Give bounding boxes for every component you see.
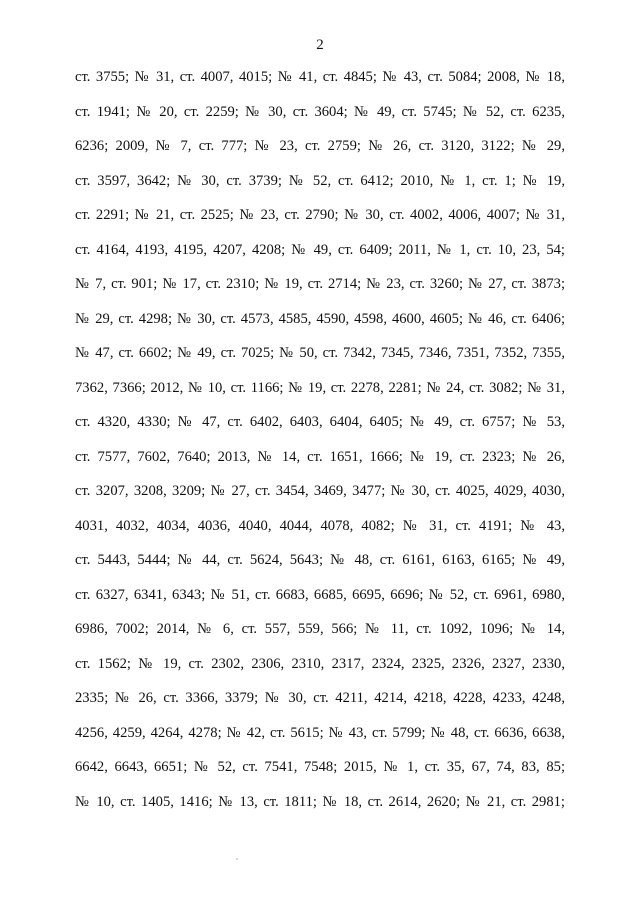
text-line: ст. 4164, 4193, 4195, 4207, 4208; № 49, ст. 6409; 2011, № 1, ст. 10, 23, 54;	[75, 241, 565, 258]
text-line: ст. 2291; № 21, ст. 2525; № 23, ст. 2790; № 30, ст. 4002, 4006, 4007; № 31,	[75, 207, 565, 223]
text-line: ст. 1562; № 19, ст. 2302, 2306, 2310, 2317, 2324, 2325, 2326, 2327, 2330,	[75, 655, 565, 672]
text-line: ст. 3207, 3208, 3209; № 27, ст. 3454, 3469, 3477; № 30, ст. 4025, 4029, 4030,	[75, 483, 565, 499]
text-line: ст. 3755; № 31, ст. 4007, 4015; № 41, ст. 4845; № 43, ст. 5084; 2008, № 18,	[75, 69, 565, 85]
text-line: 4031, 4032, 4034, 4036, 4040, 4044, 4078, 4082; № 31, ст. 4191; № 43,	[75, 517, 565, 534]
text-line: № 29, ст. 4298; № 30, ст. 4573, 4585, 4590, 4598, 4600, 4605; № 46, ст. 6406;	[75, 310, 565, 327]
text-line: ст. 6327, 6341, 6343; № 51, ст. 6683, 6685, 6695, 6696; № 52, ст. 6961, 6980,	[75, 586, 565, 603]
text-line: 6642, 6643, 6651; № 52, ст. 7541, 7548; 2015, № 1, ст. 35, 67, 74, 83, 85;	[75, 759, 565, 775]
text-line: № 47, ст. 6602; № 49, ст. 7025; № 50, ст. 7342, 7345, 7346, 7351, 7352, 7355,	[75, 345, 565, 361]
text-line: ст. 5443, 5444; № 44, ст. 5624, 5643; № 48, ст. 6161, 6163, 6165; № 49,	[75, 552, 565, 568]
text-line: ст. 7577, 7602, 7640; 2013, № 14, ст. 1651, 1666; № 19, ст. 2323; № 26,	[75, 448, 565, 465]
text-line: 4256, 4259, 4264, 4278; № 42, ст. 5615; № 43, ст. 5799; № 48, ст. 6636, 6638,	[75, 724, 565, 741]
body-text	[75, 67, 565, 826]
text-line: 7362, 7366; 2012, № 10, ст. 1166; № 19, ст. 2278, 2281; № 24, ст. 3082; № 31,	[75, 379, 565, 396]
text-line: ст. 1941; № 20, ст. 2259; № 30, ст. 3604; № 49, ст. 5745; № 52, ст. 6235,	[75, 103, 565, 120]
text-line: 6986, 7002; 2014, № 6, ст. 557, 559, 566; № 11, ст. 1092, 1096; № 14,	[75, 621, 565, 637]
scan-speck	[236, 858, 238, 860]
text-line: ст. 4320, 4330; № 47, ст. 6402, 6403, 6404, 6405; № 49, ст. 6757; № 53,	[75, 414, 565, 430]
page-number: 2	[316, 37, 324, 53]
text-line: № 10, ст. 1405, 1416; № 13, ст. 1811; № 18, ст. 2614, 2620; № 21, ст. 2981;	[75, 793, 565, 810]
text-line: 6236; 2009, № 7, ст. 777; № 23, ст. 2759; № 26, ст. 3120, 3122; № 29,	[75, 138, 565, 154]
text-line: ст. 3597, 3642; № 30, ст. 3739; № 52, ст. 6412; 2010, № 1, ст. 1; № 19,	[75, 172, 565, 189]
text-line: № 7, ст. 901; № 17, ст. 2310; № 19, ст. 2714; № 23, ст. 3260; № 27, ст. 3873;	[75, 276, 565, 292]
text-line: 2335; № 26, ст. 3366, 3379; № 30, ст. 4211, 4214, 4218, 4228, 4233, 4248,	[75, 690, 565, 706]
